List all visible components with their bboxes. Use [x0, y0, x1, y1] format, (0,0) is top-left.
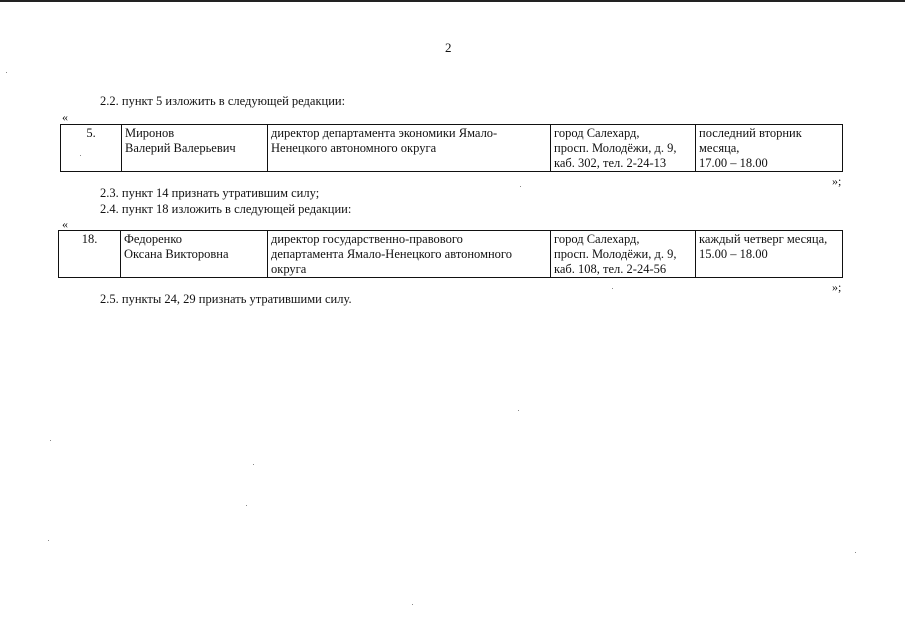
given-names: Оксана Викторовна [124, 247, 229, 261]
name-cell [121, 231, 268, 278]
scan-speck [50, 440, 51, 441]
scan-speck [253, 464, 254, 465]
close-quote-1: »; [832, 174, 842, 188]
given-names: Валерий Валерьевич [125, 141, 236, 155]
table-row [61, 125, 843, 172]
entry-table-18 [58, 230, 843, 278]
open-quote-2: « [62, 217, 68, 231]
row-number-cell [59, 231, 121, 278]
table-row [59, 231, 843, 278]
surname: Федоренко [124, 232, 183, 246]
row-number: 5. [86, 126, 96, 140]
address-cell [551, 231, 696, 278]
close-quote-2: »; [832, 280, 842, 294]
scan-speck [855, 552, 856, 553]
scan-speck [612, 288, 613, 289]
surname: Миронов [125, 126, 175, 140]
address-line: каб. 302, тел. 2-24-13 [554, 156, 667, 170]
address-line: каб. 108, тел. 2-24-56 [554, 262, 667, 276]
address-line: просп. Молодёжи, д. 9, [554, 141, 677, 155]
position-line: департамента Ямало-Ненецкого автономного [271, 247, 512, 261]
paragraph-2-2: 2.2. пункт 5 изложить в следующей редакции: [100, 94, 346, 108]
schedule-line: последний вторник [699, 126, 802, 140]
position-line: округа [271, 262, 307, 276]
top-scan-edge [0, 0, 905, 2]
schedule-line: каждый четверг месяца, [699, 232, 828, 246]
entry-table-5 [60, 124, 843, 172]
scan-speck [48, 540, 49, 541]
paragraph-2-4: 2.4. пункт 18 изложить в следующей редакции: [100, 202, 352, 216]
schedule-line: 17.00 – 18.00 [699, 156, 768, 170]
name-cell [122, 125, 268, 172]
position-cell [268, 125, 551, 172]
scan-speck [520, 186, 521, 187]
scan-speck [80, 155, 81, 156]
address-line: город Салехард, [554, 126, 640, 140]
position-line: директор государственно-правового [271, 232, 463, 246]
address-line: просп. Молодёжи, д. 9, [554, 247, 677, 261]
row-number-cell [61, 125, 122, 172]
address-line: город Салехард, [554, 232, 640, 246]
schedule-cell [696, 125, 843, 172]
open-quote-1: « [62, 110, 68, 124]
page-number: 2 [445, 40, 452, 55]
scan-speck [412, 604, 413, 605]
row-number: 18. [81, 232, 98, 246]
schedule-cell [696, 231, 843, 278]
paragraph-2-3: 2.3. пункт 14 признать утратившим силу; [100, 186, 320, 200]
schedule-line: 15.00 – 18.00 [699, 247, 768, 261]
paragraph-2-5: 2.5. пункты 24, 29 признать утратившими силу. [100, 292, 352, 306]
schedule-line: месяца, [699, 141, 740, 155]
address-cell [551, 125, 696, 172]
scan-speck [518, 410, 519, 411]
position-cell [268, 231, 551, 278]
scan-speck [246, 505, 247, 506]
position-line: Ненецкого автономного округа [271, 141, 437, 155]
scan-speck [6, 72, 7, 73]
position-line: директор департамента экономики Ямало- [271, 126, 498, 140]
